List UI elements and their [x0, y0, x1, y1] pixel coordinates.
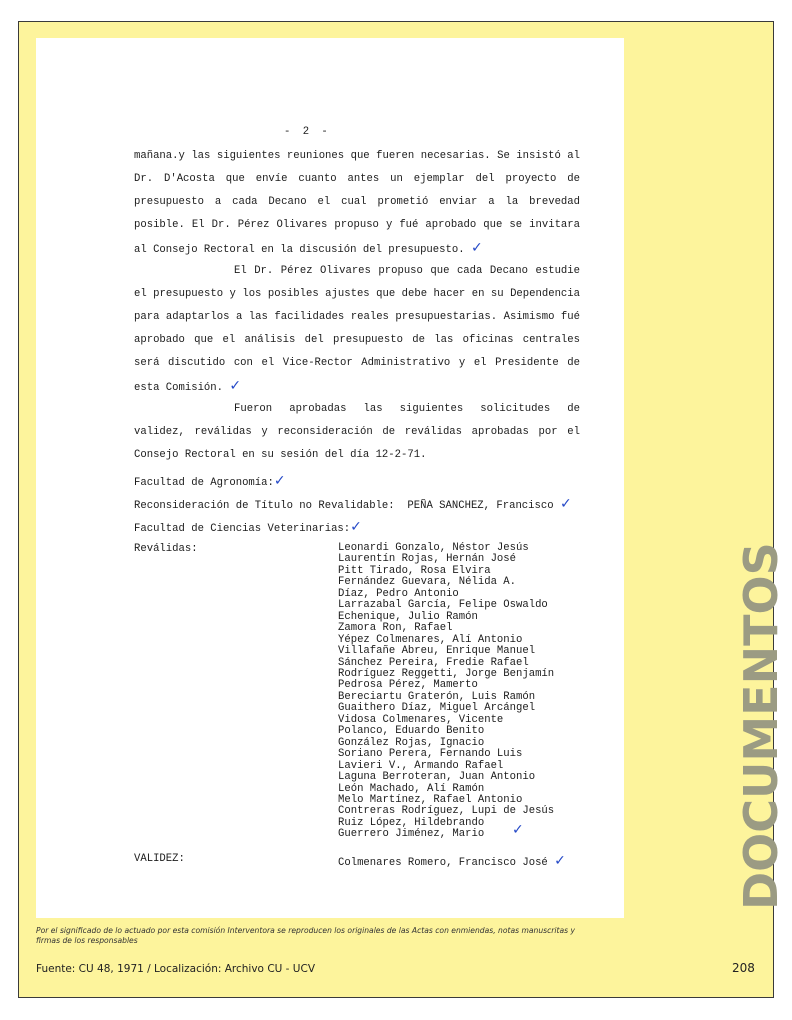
paragraph-2-text: El Dr. Pérez Olivares propuso que cada Decano estudie el presupuesto y los posibles ajustes que debe hacer en su Dependencia para adaptarlos a las facilidades reales presupuestarias. Asimismo fué aprobado que el análisis del presupuesto de las oficinas centrales será discutido con el Vice-Rector Administrativo y el Presidente de esta Comisión.: [134, 265, 580, 395]
revalida-name: Zamora Ron, Rafael: [338, 622, 453, 635]
check-mark-icon: ✓: [229, 378, 242, 395]
revalida-name: Echenique, Julio Ramón: [338, 610, 478, 623]
revalida-name: Guerrero Jiménez, Mario: [338, 828, 485, 841]
paragraph-1-text: mañana.y las siguientes reuniones que fueren necesarias. Se insistó al Dr. D'Acosta que envíe cuanto antes un ejemplar del proyecto de presupuesto a cada Decano el cual prometió enviar a la brevedad posible. El Dr. Pérez Olivares propuso y fué aprobado que se invitara al Consejo Rectoral en la discusión del presupuesto.: [134, 150, 580, 257]
revalidas-list: [338, 543, 554, 841]
reconsideracion-label: Reconsideración de Título no Revalidable:: [134, 500, 395, 512]
revalida-name: Yépez Colmenares, Alí Antonio: [338, 633, 523, 646]
page-marker: - 2 -: [284, 126, 331, 138]
validez-label: VALIDEZ:: [134, 853, 185, 865]
revalida-name: León Machado, Alí Ramón: [338, 782, 485, 795]
check-mark-icon: ✓: [470, 240, 483, 257]
veterinarias-heading: Facultad de Ciencias Veterinarias:✓: [134, 519, 362, 535]
revalida-name: Soriano Perera, Fernando Luis: [338, 748, 523, 761]
revalida-name: Contreras Rodríguez, Lupi de Jesús: [338, 805, 555, 818]
revalida-name: Laguna Berroteran, Juan Antonio: [338, 771, 536, 784]
revalida-name: Leonardi Gonzalo, Néstor Jesús: [338, 542, 529, 554]
reconsideracion-line: [134, 496, 572, 512]
revalida-name: Pedrosa Pérez, Mamerto: [338, 679, 478, 692]
paragraph-1: [134, 145, 580, 262]
revalida-name: Melo Martínez, Rafael Antonio: [338, 793, 523, 806]
revalida-name: Bereciartu Graterón, Luis Ramón: [338, 690, 536, 703]
paragraph-2: [134, 260, 580, 401]
revalida-name: González Rojas, Ignacio: [338, 736, 485, 749]
paragraph-3: [134, 398, 580, 467]
agronomia-heading: Facultad de Agronomía:✓: [134, 473, 286, 489]
caption: Por el significado de lo actuado por esta comisión Interventora se reproducen los originales de las Actas con enmiendas, notas manuscritas y firmas de los responsables: [36, 926, 576, 945]
documentos-title: DOCUMENTOS: [734, 542, 788, 910]
reconsideracion-name: PEÑA SANCHEZ, Francisco: [407, 500, 554, 512]
validez-name: Colmenares Romero, Francisco José ✓: [338, 853, 566, 869]
revalida-name: Laurentín Rojas, Hernán José: [338, 553, 517, 566]
revalida-name: Ruiz López, Hildebrando: [338, 816, 485, 829]
revalida-name: Díaz, Pedro Antonio: [338, 587, 459, 600]
revalida-name: Villafañe Abreu, Enrique Manuel: [338, 645, 536, 658]
revalida-name: Vidosa Colmenares, Vicente: [338, 713, 504, 726]
revalida-name: Rodríguez Reggetti, Jorge Benjamín: [338, 667, 555, 680]
check-mark-icon: ✓: [554, 853, 566, 869]
check-mark-icon: ✓: [273, 473, 286, 489]
revalida-name: Larrazabal García, Felipe Oswaldo: [338, 599, 548, 612]
source-credit: Fuente: CU 48, 1971 / Localización: Archivo CU - UCV: [36, 963, 316, 975]
revalida-name: Lavieri V., Armando Rafael: [338, 759, 504, 772]
check-mark-icon: ✓: [512, 822, 524, 838]
paragraph-3-text: Fueron aprobadas las siguientes solicitudes de validez, reválidas y reconsideración de reválidas aprobadas por el Consejo Rectoral en su sesión del día 12-2-71.: [134, 403, 580, 462]
revalidas-label: Reválidas:: [134, 543, 198, 555]
check-mark-icon: ✓: [559, 496, 572, 512]
revalida-name: Fernández Guevara, Nélida A.: [338, 576, 517, 589]
revalida-name: Sánchez Pereira, Fredie Rafael: [338, 656, 529, 669]
check-mark-icon: ✓: [350, 519, 362, 535]
revalida-name: Polanco, Eduardo Benito: [338, 725, 485, 738]
revalida-name: Pitt Tirado, Rosa Elvira: [338, 564, 491, 577]
revalida-name: Guaithero Díaz, Miguel Arcángel: [338, 702, 536, 715]
page-number: 208: [732, 961, 755, 975]
